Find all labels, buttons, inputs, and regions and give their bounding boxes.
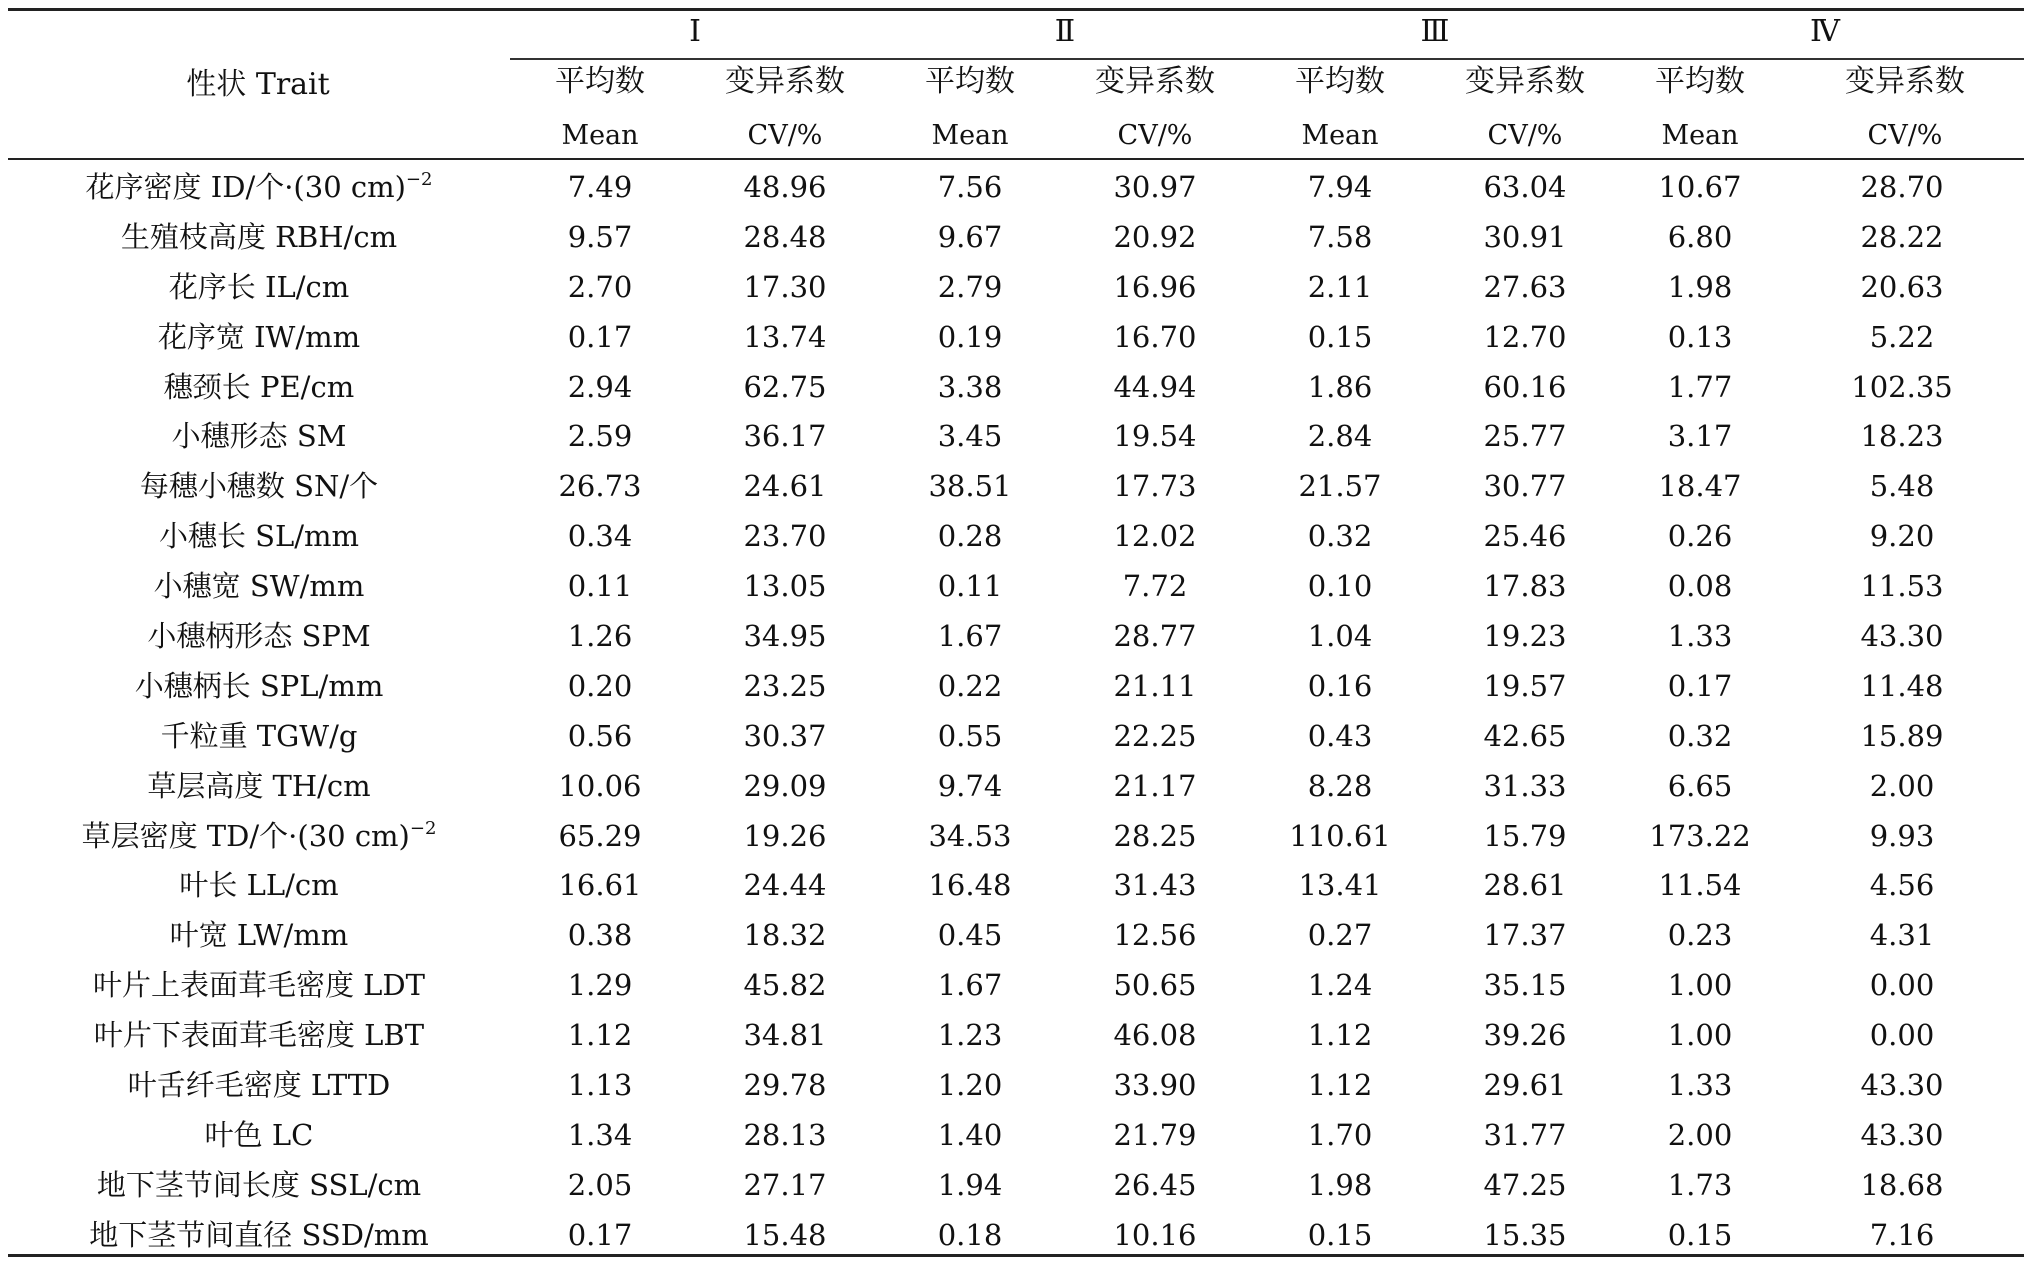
cv-cell: 48.96 (743, 169, 827, 204)
mean-cell: 1.13 (567, 1067, 633, 1102)
cv-cell: 29.09 (743, 768, 827, 803)
mean-cell: 65.29 (558, 818, 642, 853)
table-row (8, 262, 2024, 312)
trait-cell (8, 511, 510, 561)
mean-cell: 1.12 (1307, 1067, 1373, 1102)
trait-cell (8, 1210, 510, 1260)
mean-cell: 0.22 (937, 668, 1003, 703)
trait-cell (8, 1110, 510, 1160)
trait-cell (8, 711, 510, 761)
table-row (8, 1110, 2024, 1160)
table-row (8, 910, 2024, 960)
cv-cell: 11.53 (1860, 569, 1944, 604)
mean-header-3: 平均数 (1295, 64, 1385, 99)
cv-cell: 62.75 (743, 369, 827, 404)
cv-cell: 19.54 (1113, 419, 1197, 454)
cv-cell: 30.77 (1483, 469, 1567, 504)
mean-cell: 2.94 (567, 369, 633, 404)
trait-label: 叶片下表面茸毛密度 LBT (93, 1018, 425, 1053)
group-header-2: Ⅱ (1054, 14, 1076, 49)
cv-cell: 7.16 (1869, 1217, 1935, 1252)
cv-cell: 29.61 (1483, 1067, 1567, 1102)
trait-label: 草层高度 TH/cm (147, 768, 371, 803)
table-row (8, 312, 2024, 362)
cv-cell: 44.94 (1113, 369, 1197, 404)
cv-cell: 23.70 (743, 519, 827, 554)
mean-en-header-2: Mean (931, 120, 1009, 151)
cv-cell: 5.22 (1869, 319, 1935, 354)
trait-cell (8, 461, 510, 511)
mean-cell: 173.22 (1649, 818, 1751, 853)
cv-cell: 18.32 (743, 918, 827, 953)
mean-cell: 0.56 (567, 718, 633, 753)
trait-label: 叶片上表面茸毛密度 LDT (92, 968, 426, 1003)
trait-label: 小穗长 SL/mm (158, 519, 360, 554)
cv-cell: 22.25 (1113, 718, 1197, 753)
cv-header-3: 变异系数 (1465, 64, 1585, 99)
table-row (8, 711, 2024, 761)
mean-cell: 7.94 (1307, 169, 1373, 204)
mean-cell: 0.28 (937, 519, 1003, 554)
mean-cell: 1.24 (1307, 968, 1373, 1003)
cv-cell: 36.17 (743, 419, 827, 454)
cv-cell: 10.16 (1113, 1217, 1197, 1252)
cv-cell: 5.48 (1869, 469, 1935, 504)
mean-cell: 0.17 (1667, 668, 1733, 703)
trait-cell (8, 312, 510, 362)
cv-en-header-1: CV/% (747, 120, 823, 151)
mean-cell: 1.04 (1307, 618, 1373, 653)
mean-cell: 6.80 (1667, 219, 1733, 254)
cv-cell: 15.35 (1483, 1217, 1567, 1252)
mean-cell: 9.67 (937, 219, 1003, 254)
mean-cell: 1.67 (937, 968, 1003, 1003)
mean-cell: 1.73 (1667, 1167, 1733, 1202)
cv-cell: 35.15 (1483, 968, 1567, 1003)
trait-label: 叶长 LL/cm (179, 868, 339, 903)
group-header-1: Ⅰ (689, 14, 701, 49)
cv-cell: 30.91 (1483, 219, 1567, 254)
mean-cell: 1.94 (937, 1167, 1003, 1202)
trait-column-header: 性状 Trait (186, 67, 330, 102)
mean-cell: 0.11 (567, 569, 633, 604)
mean-header-4: 平均数 (1655, 64, 1745, 99)
trait-cell (8, 1060, 510, 1110)
table-body (8, 162, 2024, 1260)
trait-label: 小穗柄长 SPL/mm (134, 668, 384, 703)
cv-cell: 17.73 (1113, 469, 1197, 504)
mean-cell: 0.15 (1307, 1217, 1373, 1252)
cv-cell: 63.04 (1483, 169, 1567, 204)
table-row (8, 761, 2024, 811)
group-underline (510, 58, 2024, 60)
cv-cell: 27.63 (1483, 269, 1567, 304)
mean-cell: 2.70 (567, 269, 633, 304)
cv-cell: 31.33 (1483, 768, 1567, 803)
mean-cell: 0.32 (1307, 519, 1373, 554)
mean-en-header-1: Mean (561, 120, 639, 151)
mean-cell: 0.32 (1667, 718, 1733, 753)
header-rule (8, 158, 2024, 160)
mean-cell: 8.28 (1307, 768, 1373, 803)
table-row (8, 362, 2024, 412)
cv-cell: 25.77 (1483, 419, 1567, 454)
trait-cell (8, 262, 510, 312)
trait-cell (8, 860, 510, 910)
cv-cell: 16.70 (1113, 319, 1197, 354)
cv-cell: 15.79 (1483, 818, 1567, 853)
cv-cell: 0.00 (1869, 968, 1935, 1003)
table-row (8, 611, 2024, 661)
cv-cell: 28.13 (743, 1117, 827, 1152)
mean-cell: 1.33 (1667, 618, 1733, 653)
cv-cell: 30.37 (743, 718, 827, 753)
mean-cell: 1.34 (567, 1117, 633, 1152)
trait-unit-exponent: −2 (409, 817, 437, 839)
trait-unit-exponent: −2 (405, 168, 433, 190)
cv-cell: 47.25 (1483, 1167, 1567, 1202)
mean-cell: 1.40 (937, 1117, 1003, 1152)
trait-label: 小穗形态 SM (171, 419, 347, 454)
mean-cell: 2.11 (1307, 269, 1373, 304)
mean-cell: 3.38 (937, 369, 1003, 404)
data-table (8, 162, 2024, 1260)
trait-label: 小穗宽 SW/mm (153, 569, 365, 604)
mean-header-1: 平均数 (555, 64, 645, 99)
mean-cell: 0.23 (1667, 918, 1733, 953)
trait-cell (8, 362, 510, 412)
trait-cell (8, 212, 510, 262)
cv-cell: 18.68 (1860, 1167, 1944, 1202)
cv-cell: 18.23 (1860, 419, 1944, 454)
mean-cell: 1.86 (1307, 369, 1373, 404)
cv-cell: 27.17 (743, 1167, 827, 1202)
cv-cell: 19.57 (1483, 668, 1567, 703)
table-row (8, 212, 2024, 262)
cv-cell: 9.20 (1869, 519, 1935, 554)
cv-cell: 30.97 (1113, 169, 1197, 204)
mean-cell: 0.10 (1307, 569, 1373, 604)
mean-cell: 0.17 (567, 1217, 633, 1252)
cv-cell: 17.83 (1483, 569, 1567, 604)
mean-cell: 0.34 (567, 519, 633, 554)
mean-cell: 9.57 (567, 219, 633, 254)
bottom-rule (8, 1254, 2024, 1257)
table-row (8, 461, 2024, 511)
cv-cell: 17.30 (743, 269, 827, 304)
mean-cell: 26.73 (558, 469, 642, 504)
cv-cell: 28.61 (1483, 868, 1567, 903)
mean-cell: 0.20 (567, 668, 633, 703)
cv-cell: 0.00 (1869, 1018, 1935, 1053)
cv-en-header-3: CV/% (1487, 120, 1563, 151)
cv-cell: 34.81 (743, 1018, 827, 1053)
cv-cell: 4.56 (1869, 868, 1935, 903)
cv-cell: 15.89 (1860, 718, 1944, 753)
cv-cell: 16.96 (1113, 269, 1197, 304)
mean-cell: 0.43 (1307, 718, 1373, 753)
trait-cell (8, 162, 510, 212)
cv-cell: 28.25 (1113, 818, 1197, 853)
cv-cell: 7.72 (1122, 569, 1188, 604)
cv-cell: 4.31 (1869, 918, 1935, 953)
mean-cell: 0.08 (1667, 569, 1733, 604)
trait-cell (8, 611, 510, 661)
cv-cell: 13.74 (743, 319, 827, 354)
trait-cell (8, 761, 510, 811)
table-row (8, 1160, 2024, 1210)
trait-label: 每穗小穗数 SN/个 (139, 469, 379, 504)
mean-cell: 1.12 (1307, 1018, 1373, 1053)
cv-cell: 23.25 (743, 668, 827, 703)
trait-label: 小穗柄形态 SPM (147, 618, 371, 653)
mean-cell: 0.13 (1667, 319, 1733, 354)
trait-label: 草层密度 TD/个·(30 cm) (81, 818, 410, 853)
table-row (8, 561, 2024, 611)
cv-cell: 28.70 (1860, 169, 1944, 204)
mean-cell: 7.49 (567, 169, 633, 204)
cv-cell: 43.30 (1860, 618, 1944, 653)
cv-cell: 28.77 (1113, 618, 1197, 653)
cv-cell: 46.08 (1113, 1018, 1197, 1053)
mean-cell: 1.98 (1307, 1167, 1373, 1202)
cv-cell: 19.23 (1483, 618, 1567, 653)
mean-cell: 0.19 (937, 319, 1003, 354)
mean-cell: 11.54 (1658, 868, 1742, 903)
mean-cell: 38.51 (928, 469, 1012, 504)
cv-cell: 102.35 (1851, 369, 1953, 404)
cv-cell: 24.44 (743, 868, 827, 903)
top-rule (8, 8, 2024, 11)
mean-cell: 3.45 (937, 419, 1003, 454)
trait-label: 花序宽 IW/mm (157, 319, 361, 354)
mean-cell: 0.55 (937, 718, 1003, 753)
cv-cell: 39.26 (1483, 1018, 1567, 1053)
trait-label: 穗颈长 PE/cm (163, 369, 355, 404)
table-row (8, 1010, 2024, 1060)
mean-cell: 1.77 (1667, 369, 1733, 404)
mean-cell: 9.74 (937, 768, 1003, 803)
cv-cell: 21.11 (1113, 668, 1197, 703)
mean-cell: 2.59 (567, 419, 633, 454)
trait-cell (8, 561, 510, 611)
cv-cell: 43.30 (1860, 1067, 1944, 1102)
mean-cell: 16.61 (558, 868, 642, 903)
trait-label: 叶宽 LW/mm (169, 918, 349, 953)
table-row (8, 661, 2024, 711)
mean-cell: 1.98 (1667, 269, 1733, 304)
cv-cell: 11.48 (1860, 668, 1944, 703)
trait-cell (8, 411, 510, 461)
mean-cell: 1.26 (567, 618, 633, 653)
cv-cell: 45.82 (743, 968, 827, 1003)
mean-cell: 1.67 (937, 618, 1003, 653)
mean-cell: 0.16 (1307, 668, 1373, 703)
cv-cell: 13.05 (743, 569, 827, 604)
cv-cell: 34.95 (743, 618, 827, 653)
cv-cell: 9.93 (1869, 818, 1935, 853)
mean-en-header-3: Mean (1301, 120, 1379, 151)
mean-en-header-4: Mean (1661, 120, 1739, 151)
mean-cell: 6.65 (1667, 768, 1733, 803)
trait-cell (8, 960, 510, 1010)
cv-header-4: 变异系数 (1845, 64, 1965, 99)
mean-cell: 0.15 (1667, 1217, 1733, 1252)
cv-cell: 20.92 (1113, 219, 1197, 254)
cv-cell: 31.43 (1113, 868, 1197, 903)
table-row (8, 511, 2024, 561)
trait-label: 地下茎节间直径 SSD/mm (89, 1217, 429, 1252)
mean-cell: 10.67 (1658, 169, 1742, 204)
mean-cell: 16.48 (928, 868, 1012, 903)
table-row (8, 960, 2024, 1010)
table-row (8, 411, 2024, 461)
cv-cell: 31.77 (1483, 1117, 1567, 1152)
group-header-4: Ⅳ (1810, 14, 1840, 49)
trait-label: 花序密度 ID/个·(30 cm) (85, 169, 406, 204)
cv-cell: 24.61 (743, 469, 827, 504)
mean-cell: 0.38 (567, 918, 633, 953)
mean-cell: 110.61 (1289, 818, 1391, 853)
trait-cell (8, 661, 510, 711)
mean-cell: 0.17 (567, 319, 633, 354)
cv-cell: 28.22 (1860, 219, 1944, 254)
cv-cell: 60.16 (1483, 369, 1567, 404)
mean-cell: 13.41 (1298, 868, 1382, 903)
cv-header-2: 变异系数 (1095, 64, 1215, 99)
mean-cell: 0.18 (937, 1217, 1003, 1252)
table-row (8, 811, 2024, 861)
mean-cell: 2.79 (937, 269, 1003, 304)
table-row (8, 1210, 2024, 1260)
mean-cell: 1.29 (567, 968, 633, 1003)
cv-cell: 12.70 (1483, 319, 1567, 354)
group-header-3: Ⅲ (1420, 14, 1450, 49)
trait-label: 叶舌纤毛密度 LTTD (127, 1067, 391, 1102)
mean-cell: 2.00 (1667, 1117, 1733, 1152)
mean-cell: 1.00 (1667, 968, 1733, 1003)
trait-cell (8, 910, 510, 960)
cv-cell: 50.65 (1113, 968, 1197, 1003)
cv-cell: 28.48 (743, 219, 827, 254)
mean-cell: 10.06 (558, 768, 642, 803)
trait-cell (8, 1160, 510, 1210)
table-row (8, 1060, 2024, 1110)
cv-cell: 20.63 (1860, 269, 1944, 304)
trait-label: 地下茎节间长度 SSL/cm (96, 1167, 422, 1202)
mean-cell: 3.17 (1667, 419, 1733, 454)
cv-cell: 12.56 (1113, 918, 1197, 953)
mean-header-2: 平均数 (925, 64, 1015, 99)
trait-cell (8, 1010, 510, 1060)
cv-en-header-4: CV/% (1867, 120, 1943, 151)
cv-cell: 33.90 (1113, 1067, 1197, 1102)
mean-cell: 21.57 (1298, 469, 1382, 504)
mean-cell: 2.05 (567, 1167, 633, 1202)
table-row (8, 162, 2024, 212)
mean-cell: 0.26 (1667, 519, 1733, 554)
mean-cell: 1.70 (1307, 1117, 1373, 1152)
trait-label: 生殖枝高度 RBH/cm (120, 219, 398, 254)
cv-cell: 12.02 (1113, 519, 1197, 554)
trait-label: 千粒重 TGW/g (160, 718, 358, 753)
cv-cell: 17.37 (1483, 918, 1567, 953)
cv-cell: 19.26 (743, 818, 827, 853)
cv-cell: 15.48 (743, 1217, 827, 1252)
cv-cell: 42.65 (1483, 718, 1567, 753)
trait-label: 花序长 IL/cm (168, 269, 350, 304)
cv-cell: 25.46 (1483, 519, 1567, 554)
mean-cell: 1.23 (937, 1018, 1003, 1053)
cv-cell: 2.00 (1869, 768, 1935, 803)
mean-cell: 1.20 (937, 1067, 1003, 1102)
mean-cell: 1.00 (1667, 1018, 1733, 1053)
cv-en-header-2: CV/% (1117, 120, 1193, 151)
mean-cell: 1.12 (567, 1018, 633, 1053)
mean-cell: 0.45 (937, 918, 1003, 953)
cv-cell: 43.30 (1860, 1117, 1944, 1152)
trait-label: 叶色 LC (204, 1117, 314, 1152)
cv-cell: 29.78 (743, 1067, 827, 1102)
trait-cell (8, 811, 510, 861)
mean-cell: 34.53 (928, 818, 1012, 853)
cv-cell: 21.79 (1113, 1117, 1197, 1152)
mean-cell: 0.15 (1307, 319, 1373, 354)
mean-cell: 0.11 (937, 569, 1003, 604)
mean-cell: 1.33 (1667, 1067, 1733, 1102)
mean-cell: 18.47 (1658, 469, 1742, 504)
mean-cell: 7.58 (1307, 219, 1373, 254)
cv-header-1: 变异系数 (725, 64, 845, 99)
mean-cell: 0.27 (1307, 918, 1373, 953)
cv-cell: 21.17 (1113, 768, 1197, 803)
mean-cell: 7.56 (937, 169, 1003, 204)
table-row (8, 860, 2024, 910)
cv-cell: 26.45 (1113, 1167, 1197, 1202)
mean-cell: 2.84 (1307, 419, 1373, 454)
